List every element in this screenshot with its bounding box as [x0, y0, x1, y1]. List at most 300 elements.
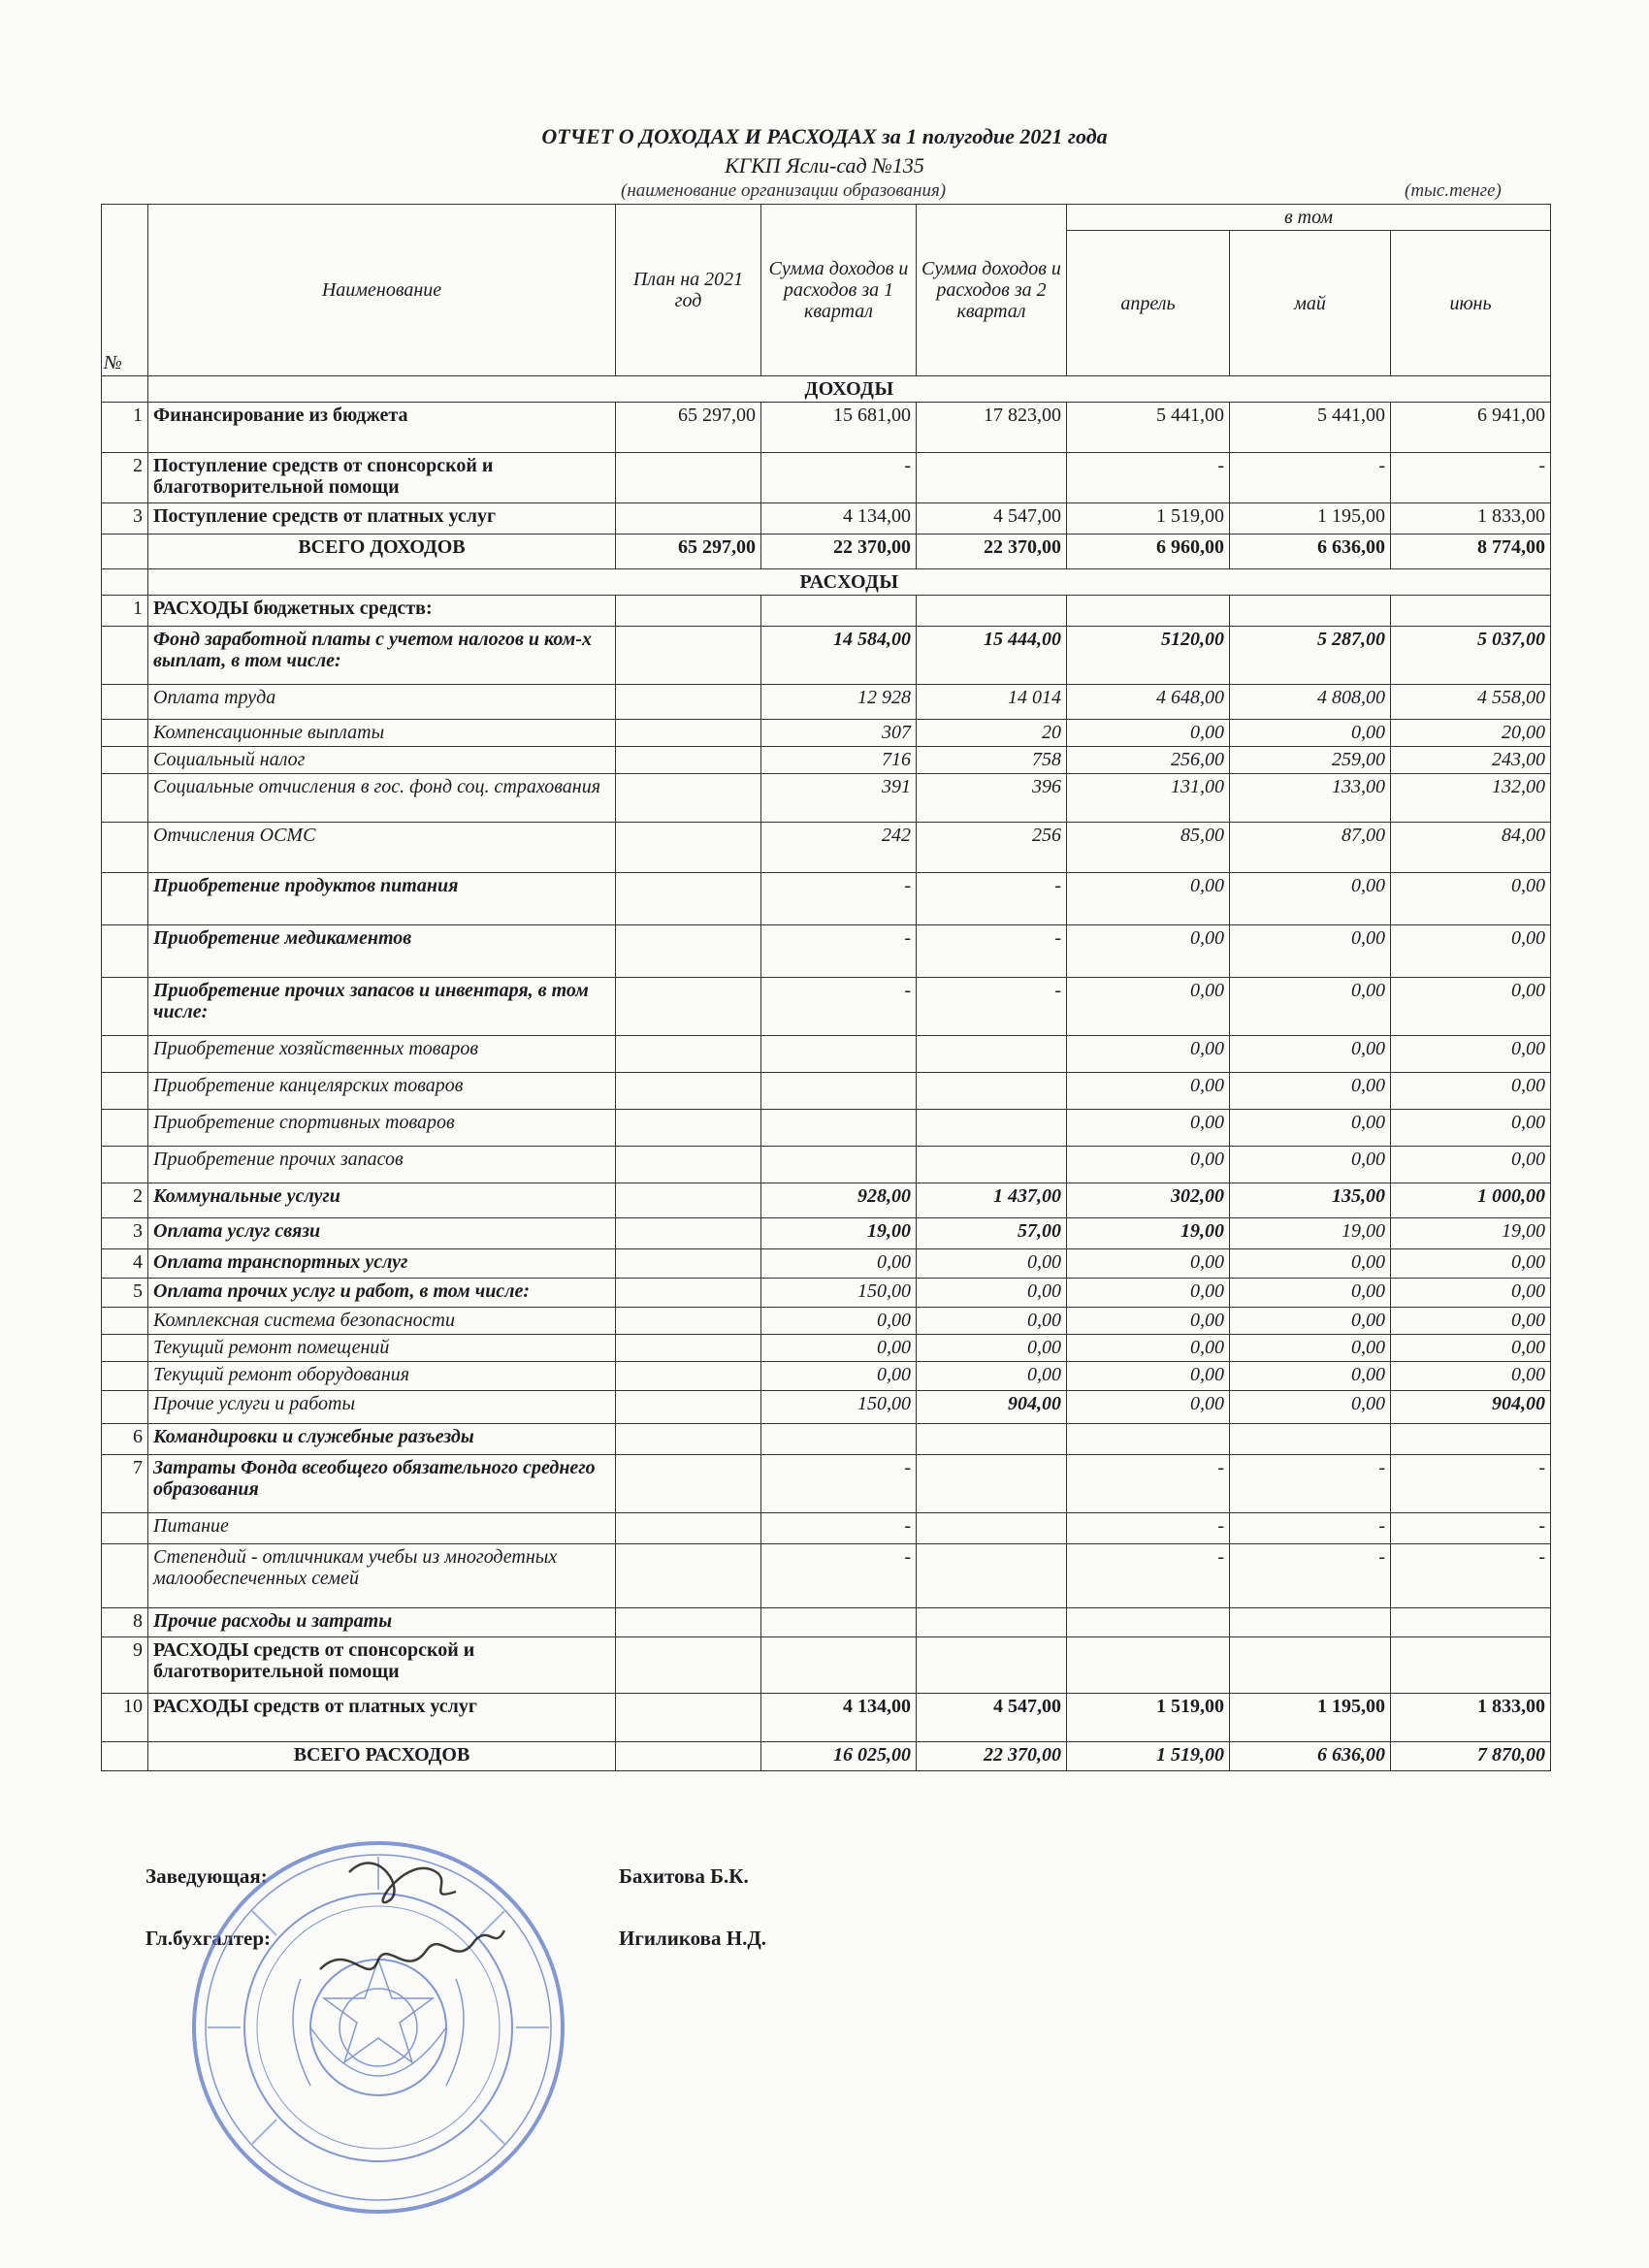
cell-plan: 65 297,00 [616, 535, 761, 569]
report-title: ОТЧЕТ О ДОХОДАХ И РАСХОДАХ за 1 полугодие 2021 года [541, 124, 1108, 148]
cell-q1: 307 [761, 720, 917, 747]
row-label: Оплата транспортных услуг [148, 1249, 616, 1279]
cell-apr [1067, 1608, 1230, 1637]
cell-may [1230, 1608, 1391, 1637]
table-row [102, 1694, 1551, 1742]
cell-may: 0,00 [1230, 873, 1391, 925]
income-section-header [102, 376, 1551, 403]
row-label: Поступление средств от платных услуг [148, 503, 616, 535]
table-row [102, 1036, 1551, 1073]
cell-jun: - [1391, 453, 1551, 503]
cell-q1: 0,00 [761, 1249, 917, 1279]
cell-q1: 22 370,00 [761, 535, 917, 569]
cell-jun: - [1391, 1513, 1551, 1544]
table-row [102, 1183, 1551, 1218]
row-label: Приобретение прочих запасов [148, 1147, 616, 1183]
cell-apr: 0,00 [1067, 1147, 1230, 1183]
cell-q2: 0,00 [917, 1335, 1067, 1362]
cell-plan [616, 1742, 761, 1771]
cell-apr: 0,00 [1067, 978, 1230, 1036]
cell-q2 [917, 1637, 1067, 1694]
cell-q1: - [761, 873, 917, 925]
row-number [102, 747, 148, 774]
cell-plan [616, 1073, 761, 1110]
cell-plan [616, 1424, 761, 1455]
table-row [102, 925, 1551, 978]
cell-q2 [917, 1110, 1067, 1147]
head-signature-name: Бахитова Б.К. [619, 1864, 749, 1888]
row-number [102, 774, 148, 823]
cell-q1: 16 025,00 [761, 1742, 917, 1771]
row-number: 9 [102, 1637, 148, 1694]
cell-q1: 0,00 [761, 1308, 917, 1335]
cell-q1 [761, 1073, 917, 1110]
table-row [102, 1249, 1551, 1279]
cell-jun: 132,00 [1391, 774, 1551, 823]
row-label: Отчисления ОСМС [148, 823, 616, 873]
cell-apr: 131,00 [1067, 774, 1230, 823]
cell-apr: 1 519,00 [1067, 1694, 1230, 1742]
row-number [102, 823, 148, 873]
cell-may: 133,00 [1230, 774, 1391, 823]
cell-q2: - [917, 925, 1067, 978]
cell-plan [616, 720, 761, 747]
cell-q1: 14 584,00 [761, 627, 917, 685]
cell-may: 0,00 [1230, 1073, 1391, 1110]
row-label: Приобретение прочих запасов и инвентаря, в том числе: [148, 978, 616, 1036]
row-label: Приобретение спортивных товаров [148, 1110, 616, 1147]
cell-jun: 0,00 [1391, 1279, 1551, 1308]
row-number [102, 1742, 148, 1771]
table-row [102, 596, 1551, 627]
cell-apr: 0,00 [1067, 873, 1230, 925]
table-row [102, 453, 1551, 503]
cell-q2: 17 823,00 [917, 403, 1067, 453]
cell-q1: - [761, 1544, 917, 1608]
cell-may: - [1230, 453, 1391, 503]
cell-apr: 0,00 [1067, 1308, 1230, 1335]
organization-caption: (наименование организации образования) [621, 180, 947, 201]
cell-q2 [917, 1036, 1067, 1073]
row-number [102, 720, 148, 747]
col-header-q2: Сумма доходов и расходов за 2 квартал [917, 205, 1067, 376]
cell-jun: 1 833,00 [1391, 503, 1551, 535]
cell-q2: 4 547,00 [917, 503, 1067, 535]
cell-q1: 4 134,00 [761, 503, 917, 535]
cell-plan [616, 1544, 761, 1608]
cell-q2: 22 370,00 [917, 535, 1067, 569]
cell-may: 0,00 [1230, 1249, 1391, 1279]
section-title: РАСХОДЫ [148, 569, 1551, 596]
cell-q2 [917, 596, 1067, 627]
cell-jun [1391, 1637, 1551, 1694]
report-header [0, 122, 1649, 180]
table-row [102, 1391, 1551, 1424]
cell-jun [1391, 1424, 1551, 1455]
cell-q2 [917, 1544, 1067, 1608]
cell-jun: 84,00 [1391, 823, 1551, 873]
table-row [102, 774, 1551, 823]
row-number: 2 [102, 1183, 148, 1218]
cell-plan [616, 873, 761, 925]
cell-jun: 0,00 [1391, 1308, 1551, 1335]
cell-q2: 57,00 [917, 1218, 1067, 1249]
col-header-group: в том [1067, 205, 1551, 231]
row-label: Командировки и служебные разъезды [148, 1424, 616, 1455]
cell-q2: - [917, 873, 1067, 925]
cell-q2 [917, 1147, 1067, 1183]
cell-q2: - [917, 978, 1067, 1036]
cell-q1 [761, 596, 917, 627]
cell-apr: 85,00 [1067, 823, 1230, 873]
cell-may: 0,00 [1230, 925, 1391, 978]
col-header-q1: Сумма доходов и расходов за 1 квартал [761, 205, 917, 376]
col-header-apr: апрель [1067, 231, 1230, 376]
cell-jun: 4 558,00 [1391, 685, 1551, 720]
cell-plan [616, 627, 761, 685]
row-number [102, 1036, 148, 1073]
row-number [102, 685, 148, 720]
cell-q1: 19,00 [761, 1218, 917, 1249]
cell-may: 0,00 [1230, 1279, 1391, 1308]
row-label: Оплата услуг связи [148, 1218, 616, 1249]
row-label: ВСЕГО РАСХОДОВ [148, 1742, 616, 1771]
cell-plan [616, 685, 761, 720]
cell-apr: 19,00 [1067, 1218, 1230, 1249]
col-header-jun: июнь [1391, 231, 1551, 376]
cell-jun: 0,00 [1391, 1249, 1551, 1279]
cell-q1: 0,00 [761, 1362, 917, 1391]
cell-plan [616, 823, 761, 873]
cell-may: 5 287,00 [1230, 627, 1391, 685]
cell-q2 [917, 1455, 1067, 1513]
cell-q2 [917, 1424, 1067, 1455]
cell-may: 135,00 [1230, 1183, 1391, 1218]
row-number: 3 [102, 1218, 148, 1249]
cell-q1: - [761, 1455, 917, 1513]
cell-may: 0,00 [1230, 1335, 1391, 1362]
row-label: ВСЕГО ДОХОДОВ [148, 535, 616, 569]
cell-q1: 928,00 [761, 1183, 917, 1218]
row-label: Коммунальные услуги [148, 1183, 616, 1218]
cell-may: 0,00 [1230, 978, 1391, 1036]
table-row [102, 823, 1551, 873]
cell-q1 [761, 1036, 917, 1073]
cell-q1: - [761, 925, 917, 978]
cell-plan [616, 1279, 761, 1308]
cell-q2: 15 444,00 [917, 627, 1067, 685]
cell-apr: 302,00 [1067, 1183, 1230, 1218]
cell-q1: - [761, 1513, 917, 1544]
row-number [102, 873, 148, 925]
cell-apr: 6 960,00 [1067, 535, 1230, 569]
cell-apr: 0,00 [1067, 1110, 1230, 1147]
row-number [102, 1544, 148, 1608]
cell-may: 0,00 [1230, 720, 1391, 747]
cell-apr: 0,00 [1067, 720, 1230, 747]
cell-apr: 1 519,00 [1067, 503, 1230, 535]
row-label: Оплата прочих услуг и работ, в том числе: [148, 1279, 616, 1308]
table-row [102, 1608, 1551, 1637]
cell-plan [616, 1637, 761, 1694]
cell-apr: 0,00 [1067, 1391, 1230, 1424]
cell-apr [1067, 1637, 1230, 1694]
cell-plan [616, 1513, 761, 1544]
cell-q1: - [761, 978, 917, 1036]
table-row [102, 1513, 1551, 1544]
expense-section-header [102, 569, 1551, 596]
cell-q1 [761, 1147, 917, 1183]
row-number: 5 [102, 1279, 148, 1308]
row-number [102, 627, 148, 685]
table-row [102, 1147, 1551, 1183]
cell-q1: 4 134,00 [761, 1694, 917, 1742]
cell-apr: 0,00 [1067, 1362, 1230, 1391]
row-label: Поступление средств от спонсорской и благотворительной помощи [148, 453, 616, 503]
row-number: 1 [102, 403, 148, 453]
row-label: Текущий ремонт оборудования [148, 1362, 616, 1391]
cell-q2: 22 370,00 [917, 1742, 1067, 1771]
cell-plan [616, 503, 761, 535]
cell-plan [616, 925, 761, 978]
cell-apr: 4 648,00 [1067, 685, 1230, 720]
cell-plan [616, 978, 761, 1036]
row-label: Оплата труда [148, 685, 616, 720]
row-label: Текущий ремонт помещений [148, 1335, 616, 1362]
cell-q1: - [761, 453, 917, 503]
cell-jun: 19,00 [1391, 1218, 1551, 1249]
head-signature-label: Заведующая: [146, 1864, 268, 1888]
cell-apr: 0,00 [1067, 1073, 1230, 1110]
table-row [102, 503, 1551, 535]
cell-q2 [917, 1608, 1067, 1637]
cell-apr: 256,00 [1067, 747, 1230, 774]
row-number: 8 [102, 1608, 148, 1637]
row-number: 4 [102, 1249, 148, 1279]
row-number: 10 [102, 1694, 148, 1742]
cell-may: 0,00 [1230, 1308, 1391, 1335]
row-number [102, 1308, 148, 1335]
cell-jun: 0,00 [1391, 978, 1551, 1036]
cell-may: 1 195,00 [1230, 503, 1391, 535]
cell-q2: 20 [917, 720, 1067, 747]
cell-jun: 0,00 [1391, 1073, 1551, 1110]
cell-apr: 0,00 [1067, 1279, 1230, 1308]
row-number: 3 [102, 503, 148, 535]
table-row [102, 1637, 1551, 1694]
section-title: ДОХОДЫ [148, 376, 1551, 403]
cell-plan [616, 1391, 761, 1424]
cell-jun: 1 833,00 [1391, 1694, 1551, 1742]
cell-may: 87,00 [1230, 823, 1391, 873]
cell-q2: 904,00 [917, 1391, 1067, 1424]
section-empty-cell [102, 376, 148, 403]
cell-q1: 150,00 [761, 1279, 917, 1308]
row-number [102, 535, 148, 569]
cell-q1 [761, 1424, 917, 1455]
cell-apr: 0,00 [1067, 1335, 1230, 1362]
row-number [102, 1147, 148, 1183]
cell-q2: 0,00 [917, 1308, 1067, 1335]
row-label: Приобретение продуктов питания [148, 873, 616, 925]
row-label: Социальный налог [148, 747, 616, 774]
cell-jun: 0,00 [1391, 1110, 1551, 1147]
cell-q1 [761, 1608, 917, 1637]
row-number [102, 1513, 148, 1544]
row-label: РАСХОДЫ средств от спонсорской и благотворительной помощи [148, 1637, 616, 1694]
cell-may [1230, 1424, 1391, 1455]
cell-plan [616, 1335, 761, 1362]
table-row [102, 720, 1551, 747]
cell-q2: 0,00 [917, 1362, 1067, 1391]
cell-q2: 758 [917, 747, 1067, 774]
cell-q2: 0,00 [917, 1249, 1067, 1279]
cell-plan [616, 774, 761, 823]
report-table [101, 204, 1551, 1771]
cell-may: 0,00 [1230, 1110, 1391, 1147]
cell-jun: 243,00 [1391, 747, 1551, 774]
cell-plan [616, 453, 761, 503]
cell-q1 [761, 1637, 917, 1694]
row-number [102, 1335, 148, 1362]
cell-q2: 0,00 [917, 1279, 1067, 1308]
cell-q1: 15 681,00 [761, 403, 917, 453]
cell-jun: 7 870,00 [1391, 1742, 1551, 1771]
row-label: Комплексная система безопасности [148, 1308, 616, 1335]
cell-apr: - [1067, 1455, 1230, 1513]
cell-q2: 396 [917, 774, 1067, 823]
cell-apr: 1 519,00 [1067, 1742, 1230, 1771]
table-row [102, 1544, 1551, 1608]
cell-q2 [917, 453, 1067, 503]
row-label: Питание [148, 1513, 616, 1544]
cell-jun: 6 941,00 [1391, 403, 1551, 453]
col-header-may: май [1230, 231, 1391, 376]
cell-apr: - [1067, 1513, 1230, 1544]
table-row [102, 1362, 1551, 1391]
cell-apr: 5120,00 [1067, 627, 1230, 685]
cell-may: 0,00 [1230, 1036, 1391, 1073]
cell-jun: 0,00 [1391, 1036, 1551, 1073]
cell-q1: 391 [761, 774, 917, 823]
table-row [102, 627, 1551, 685]
row-number [102, 978, 148, 1036]
cell-jun: 1 000,00 [1391, 1183, 1551, 1218]
cell-jun: 0,00 [1391, 925, 1551, 978]
cell-q1 [761, 1110, 917, 1147]
cell-may: 0,00 [1230, 1147, 1391, 1183]
currency-unit: (тыс.тенге) [1405, 180, 1502, 201]
cell-may: 4 808,00 [1230, 685, 1391, 720]
cell-q2 [917, 1073, 1067, 1110]
row-number [102, 1391, 148, 1424]
row-label: Приобретение хозяйственных товаров [148, 1036, 616, 1073]
row-label: Социальные отчисления в гос. фонд соц. страхования [148, 774, 616, 823]
cell-q1: 242 [761, 823, 917, 873]
cell-q1: 150,00 [761, 1391, 917, 1424]
row-label: Фонд заработной платы с учетом налогов и ком-х выплат, в том числе: [148, 627, 616, 685]
cell-may: 6 636,00 [1230, 1742, 1391, 1771]
row-label: РАСХОДЫ бюджетных средств: [148, 596, 616, 627]
cell-may: 19,00 [1230, 1218, 1391, 1249]
cell-jun: - [1391, 1455, 1551, 1513]
cell-jun: 0,00 [1391, 1147, 1551, 1183]
organization-name: КГКП Ясли-сад №135 [725, 153, 924, 178]
section-empty-cell [102, 569, 148, 596]
cell-may: 6 636,00 [1230, 535, 1391, 569]
cell-may: 0,00 [1230, 1362, 1391, 1391]
cell-q1: 0,00 [761, 1335, 917, 1362]
table-row [102, 1110, 1551, 1147]
cell-plan [616, 1218, 761, 1249]
col-header-name: Наименование [148, 205, 616, 376]
cell-jun: 8 774,00 [1391, 535, 1551, 569]
col-header-no: № [102, 205, 148, 376]
table-row [102, 1218, 1551, 1249]
table-row [102, 1424, 1551, 1455]
table-row [102, 1279, 1551, 1308]
cell-may: - [1230, 1455, 1391, 1513]
row-number [102, 925, 148, 978]
row-label: Приобретение канцелярских товаров [148, 1073, 616, 1110]
cell-plan [616, 1608, 761, 1637]
cell-plan [616, 747, 761, 774]
cell-jun: - [1391, 1544, 1551, 1608]
cell-q2: 256 [917, 823, 1067, 873]
cell-jun: 0,00 [1391, 1335, 1551, 1362]
table-row [102, 403, 1551, 453]
row-label: Финансирование из бюджета [148, 403, 616, 453]
cell-may: 0,00 [1230, 1391, 1391, 1424]
cell-apr: 0,00 [1067, 1249, 1230, 1279]
cell-plan: 65 297,00 [616, 403, 761, 453]
row-number [102, 1110, 148, 1147]
cell-jun: 0,00 [1391, 873, 1551, 925]
row-number [102, 1073, 148, 1110]
row-label: РАСХОДЫ средств от платных услуг [148, 1694, 616, 1742]
row-label: Степендий - отличникам учебы из многодетных малообеспеченных семей [148, 1544, 616, 1608]
col-header-plan: План на 2021 год [616, 205, 761, 376]
cell-q2: 1 437,00 [917, 1183, 1067, 1218]
cell-may: - [1230, 1513, 1391, 1544]
cell-jun [1391, 596, 1551, 627]
accountant-signature-label: Гл.бухгалтер: [146, 1927, 272, 1950]
cell-q1: 716 [761, 747, 917, 774]
cell-jun: 5 037,00 [1391, 627, 1551, 685]
row-number [102, 1362, 148, 1391]
table-row [102, 1308, 1551, 1335]
cell-apr [1067, 596, 1230, 627]
cell-apr: 0,00 [1067, 925, 1230, 978]
row-label: Прочие услуги и работы [148, 1391, 616, 1424]
official-stamp [184, 1833, 572, 2221]
cell-plan [616, 1455, 761, 1513]
accountant-signature-name: Игиликова Н.Д. [619, 1927, 767, 1950]
cell-may: 5 441,00 [1230, 403, 1391, 453]
cell-plan [616, 1036, 761, 1073]
cell-jun: 0,00 [1391, 1362, 1551, 1391]
row-number: 6 [102, 1424, 148, 1455]
expense-total-row [102, 1742, 1551, 1771]
cell-q2: 4 547,00 [917, 1694, 1067, 1742]
cell-plan [616, 1694, 761, 1742]
cell-may [1230, 1637, 1391, 1694]
cell-jun: 20,00 [1391, 720, 1551, 747]
cell-apr: - [1067, 453, 1230, 503]
cell-apr: 0,00 [1067, 1036, 1230, 1073]
row-number: 2 [102, 453, 148, 503]
cell-q2: 14 014 [917, 685, 1067, 720]
